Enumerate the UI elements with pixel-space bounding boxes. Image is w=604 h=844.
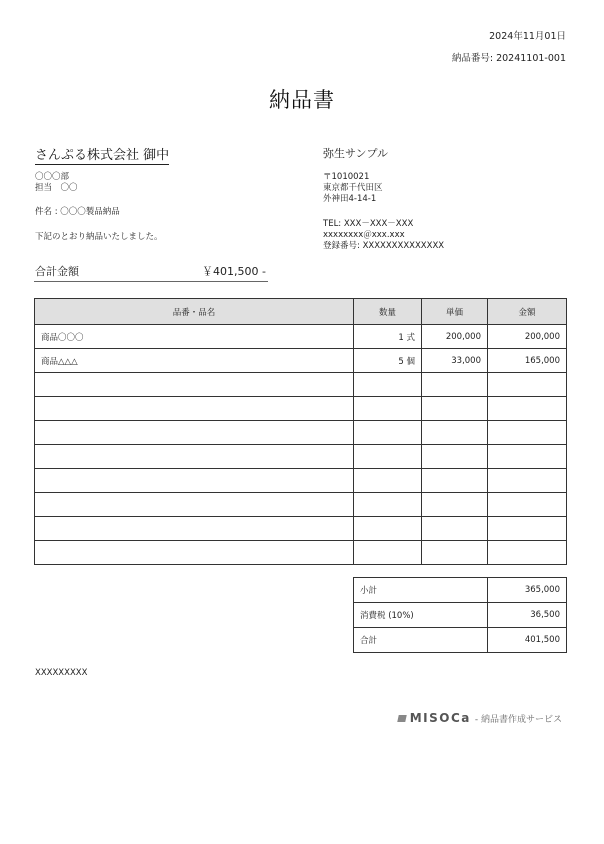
item-unit-price <box>422 517 488 541</box>
item-amount <box>488 517 567 541</box>
header-unit-price: 単価 <box>422 299 488 325</box>
recipient-person: 担当 〇〇 <box>35 183 78 193</box>
subtotal-label: 小計 <box>354 578 488 603</box>
issuer-tel: TEL: XXX－XXX－XXX <box>323 219 414 229</box>
total-amount-box <box>34 262 268 282</box>
item-amount <box>488 373 567 397</box>
item-quantity <box>354 373 422 397</box>
header-amount: 金額 <box>488 299 567 325</box>
item-quantity <box>354 541 422 565</box>
item-name: 商品〇〇〇 <box>35 325 354 349</box>
item-unit-price <box>422 493 488 517</box>
issuer-contact <box>323 219 444 252</box>
brand-name: MISOCa <box>409 711 471 725</box>
issuer-address-line2: 外神田4-14-1 <box>323 194 377 204</box>
item-quantity <box>354 445 422 469</box>
recipient-company: さんぷる株式会社 御中 <box>35 144 169 165</box>
table-row <box>35 397 567 421</box>
issuer-postal: 〒1010021 <box>323 172 370 182</box>
issuer-address-line1: 東京都千代田区 <box>323 183 383 193</box>
item-quantity: 1 式 <box>354 325 422 349</box>
issuer-address <box>323 172 383 205</box>
item-name <box>35 421 354 445</box>
misoca-logo-icon <box>397 715 406 722</box>
page-title: 納品書 <box>269 88 335 112</box>
item-unit-price <box>422 541 488 565</box>
item-quantity <box>354 469 422 493</box>
item-unit-price: 33,000 <box>422 349 488 373</box>
remarks: XXXXXXXXX <box>35 668 88 678</box>
item-unit-price: 200,000 <box>422 325 488 349</box>
item-amount: 165,000 <box>488 349 567 373</box>
item-amount <box>488 445 567 469</box>
item-quantity <box>354 421 422 445</box>
items-table <box>34 298 567 565</box>
item-amount <box>488 469 567 493</box>
recipient-department: 〇〇〇部 <box>35 172 70 182</box>
item-amount <box>488 421 567 445</box>
item-name: 商品△△△ <box>35 349 354 373</box>
subtotal-row <box>354 578 567 603</box>
item-name <box>35 469 354 493</box>
item-amount: 200,000 <box>488 325 567 349</box>
table-row <box>35 493 567 517</box>
table-row <box>35 541 567 565</box>
header-quantity: 数量 <box>354 299 422 325</box>
item-unit-price <box>422 445 488 469</box>
item-name <box>35 445 354 469</box>
brand-tagline: - 納品書作成サービス <box>474 714 562 725</box>
item-name <box>35 397 354 421</box>
total-amount-label: 合計金額 <box>35 265 79 278</box>
total-label: 合計 <box>354 628 488 653</box>
document-number: 納品番号: 20241101-001 <box>451 53 566 64</box>
issuer-email: xxxxxxxx＠xxx.xxx <box>323 230 405 240</box>
tax-label: 消費税 (10%) <box>354 603 488 628</box>
item-name <box>35 541 354 565</box>
total-amount-value: ￥401,500 - <box>202 265 266 278</box>
item-name <box>35 493 354 517</box>
total-value: 401,500 <box>488 628 567 653</box>
item-quantity: 5 個 <box>354 349 422 373</box>
item-amount <box>488 397 567 421</box>
item-unit-price <box>422 373 488 397</box>
issuer-registration: 登録番号: XXXXXXXXXXXXXX <box>323 241 445 251</box>
header-item-name: 品番・品名 <box>35 299 354 325</box>
subject: 件名 : 〇〇〇製品納品 <box>35 207 120 217</box>
table-row <box>35 517 567 541</box>
item-name <box>35 517 354 541</box>
issuer-company: 弥生サンプル <box>323 147 389 160</box>
tax-row <box>354 603 567 628</box>
issue-date: 2024年11月01日 <box>489 31 566 42</box>
item-unit-price <box>422 421 488 445</box>
table-header-row <box>35 299 567 325</box>
subtotal-value: 365,000 <box>488 578 567 603</box>
delivery-note: 下記のとおり納品いたしました。 <box>35 232 163 242</box>
brand-footer <box>398 711 562 725</box>
item-name <box>35 373 354 397</box>
item-amount <box>488 493 567 517</box>
table-row <box>35 325 567 349</box>
item-quantity <box>354 493 422 517</box>
item-unit-price <box>422 397 488 421</box>
table-row <box>35 421 567 445</box>
total-row <box>354 628 567 653</box>
item-unit-price <box>422 469 488 493</box>
tax-value: 36,500 <box>488 603 567 628</box>
item-amount <box>488 541 567 565</box>
item-quantity <box>354 517 422 541</box>
recipient-details <box>35 172 78 194</box>
summary-table <box>353 577 567 653</box>
table-row <box>35 469 567 493</box>
table-row <box>35 373 567 397</box>
item-quantity <box>354 397 422 421</box>
table-row <box>35 349 567 373</box>
table-row <box>35 445 567 469</box>
